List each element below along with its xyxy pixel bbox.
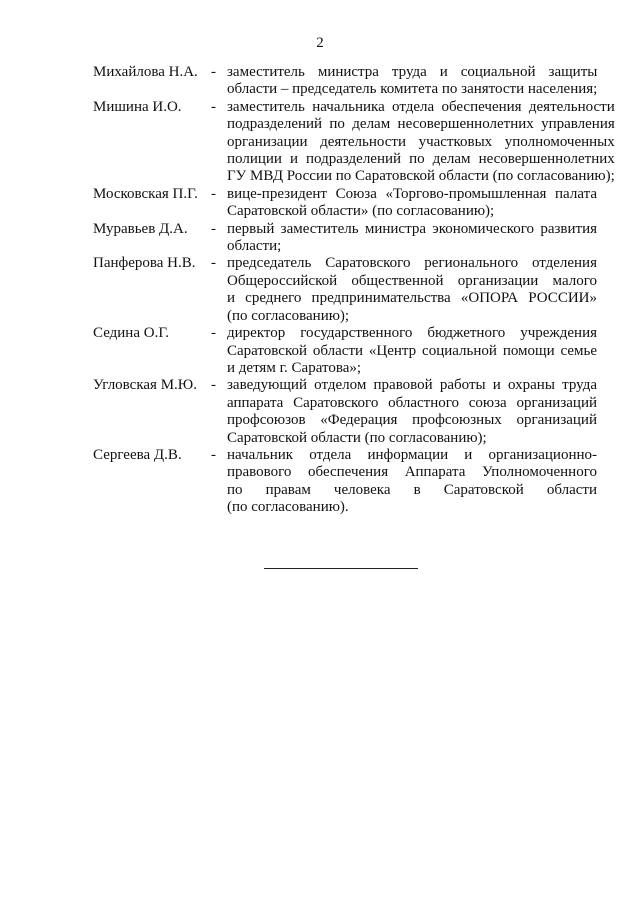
member-dash: -: [211, 98, 216, 115]
position-line: Саратовской области «Центр социальной помощи семье: [227, 342, 597, 359]
member-name: Седина О.Г.: [93, 325, 170, 342]
position-line: области – председатель комитета по занятости населения;: [227, 81, 598, 98]
member-position: [227, 64, 597, 99]
position-line: (по согласованию).: [227, 499, 349, 516]
position-line: Саратовской области (по согласованию);: [227, 429, 487, 446]
member-name: Мишина И.О.: [93, 98, 182, 115]
position-line: профсоюзов «Федерация профсоюзных организаций: [227, 412, 597, 429]
member-dash: -: [211, 446, 216, 463]
member-entry: [93, 221, 597, 256]
position-line: и среднего предпринимательства «ОПОРА РОССИИ»: [227, 290, 597, 307]
position-line: директор государственного бюджетного учреждения: [227, 325, 597, 342]
member-name: Муравьев Д.А.: [93, 220, 188, 237]
member-entry: [93, 325, 597, 377]
member-position: [227, 377, 597, 447]
member-dash: -: [211, 185, 216, 202]
position-line: и детям г. Саратова»;: [227, 359, 362, 376]
member-position: [227, 186, 597, 221]
position-line: ГУ МВД России по Саратовской области (по согласованию);: [227, 168, 615, 185]
member-entry: [93, 186, 597, 221]
member-position: [227, 325, 597, 377]
position-line: заместитель министра труда и социальной защиты: [227, 64, 598, 80]
position-line: вице-президент Союза «Торгово-промышленная палата: [227, 185, 597, 202]
position-line: организации деятельности участковых уполномоченных: [227, 133, 615, 150]
member-position: [227, 221, 597, 256]
member-entry: [93, 98, 615, 186]
members-list: [93, 64, 615, 517]
position-line: первый заместитель министра экономического развития: [227, 220, 597, 237]
member-dash: -: [211, 325, 216, 342]
position-line: области;: [227, 238, 282, 255]
end-separator-line: [264, 568, 418, 569]
position-line: по правам человека в Саратовской области: [227, 481, 597, 498]
member-dash: -: [211, 255, 216, 272]
position-line: аппарата Саратовского областного союза организаций: [227, 394, 597, 411]
page-number: 2: [316, 35, 324, 51]
member-position: [227, 99, 615, 186]
position-line: правового обеспечения Аппарата Уполномоченного: [227, 464, 597, 481]
position-line: Саратовской области» (по согласованию);: [227, 203, 495, 220]
member-name: Михайлова Н.А.: [93, 64, 198, 80]
position-line: начальник отдела информации и организационно-: [227, 446, 597, 463]
position-line: председатель Саратовского регионального отделения: [227, 255, 597, 272]
member-dash: -: [211, 220, 216, 237]
position-line: подразделений по делам несовершеннолетних управления: [227, 116, 615, 133]
member-position: [227, 447, 597, 517]
member-entry: [93, 377, 597, 447]
member-entry: [93, 64, 597, 99]
position-line: полиции и подразделений по делам несовершеннолетних: [227, 151, 615, 168]
member-dash: -: [211, 64, 216, 80]
position-line: заведующий отделом правовой работы и охраны труда: [227, 377, 597, 394]
member-position: [227, 255, 597, 325]
member-dash: -: [211, 377, 216, 394]
position-line: заместитель начальника отдела обеспечения деятельности: [227, 98, 615, 115]
position-line: (по согласованию);: [227, 307, 350, 324]
member-entry: [93, 447, 597, 517]
member-name: Угловская М.Ю.: [93, 377, 197, 394]
member-entry: [93, 255, 597, 325]
position-line: Общероссийской общественной организации малого: [227, 272, 597, 289]
member-name: Сергеева Д.В.: [93, 446, 182, 463]
member-name: Панферова Н.В.: [93, 255, 196, 272]
member-name: Московская П.Г.: [93, 185, 198, 202]
